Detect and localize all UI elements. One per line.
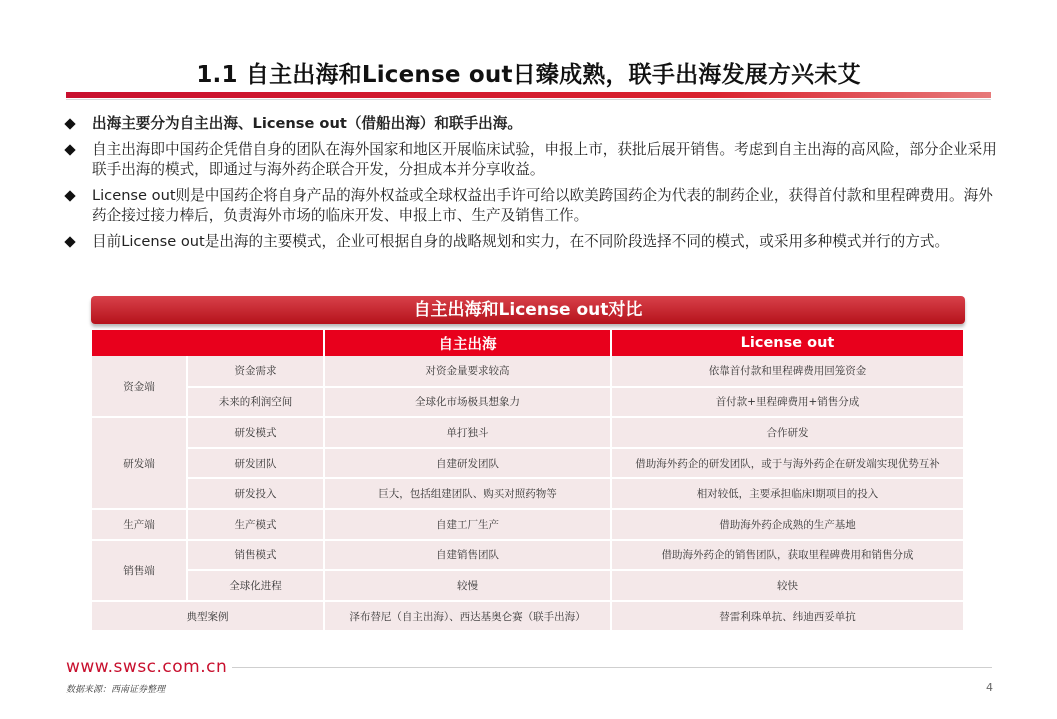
footer-divider <box>232 667 992 668</box>
row-self: 全球化市场极具想象力 <box>324 387 611 418</box>
row-item: 资金需求 <box>187 356 324 387</box>
bullet-list <box>64 114 999 258</box>
footer-url: www.swsc.com.cn <box>66 657 228 677</box>
row-item: 全球化进程 <box>187 570 324 601</box>
row-item: 研发投入 <box>187 478 324 509</box>
bullet-text: 出海主要分为自主出海、License out（借船出海）和联手出海。 <box>92 115 522 132</box>
table-row <box>92 601 964 632</box>
table-row <box>92 356 964 387</box>
group-production: 生产端 <box>92 509 187 540</box>
table-row <box>92 509 964 540</box>
row-self: 对资金量要求较高 <box>324 356 611 387</box>
row-license: 依靠首付款和里程碑费用回笼资金 <box>611 356 964 387</box>
row-self: 较慢 <box>324 570 611 601</box>
header-self-export: 自主出海 <box>324 330 611 356</box>
group-cases: 典型案例 <box>92 601 324 632</box>
table-row <box>92 387 964 418</box>
bullet-item <box>64 114 999 134</box>
page-title: 1.1 自主出海和License out日臻成熟，联手出海发展方兴未艾 <box>196 62 861 88</box>
row-item: 研发模式 <box>187 417 324 448</box>
bullet-text: 自主出海即中国药企凭借自身的团队在海外国家和地区开展临床试验，申报上市，获批后展开销售。考虑到自主出海的高风险，部分企业采用联手出海的模式，即通过与海外药企联合开发，分担成本并分享收益。 <box>92 141 997 178</box>
row-self: 自建研发团队 <box>324 448 611 479</box>
row-self: 自建工厂生产 <box>324 509 611 540</box>
bullet-item <box>64 140 999 180</box>
row-self: 巨大，包括组建团队、购买对照药物等 <box>324 478 611 509</box>
header-license-out: License out <box>611 330 964 356</box>
table-row <box>92 417 964 448</box>
table-row <box>92 478 964 509</box>
table-header-row <box>92 330 964 356</box>
row-license: 较快 <box>611 570 964 601</box>
title-underline <box>66 92 991 98</box>
page-number: 4 <box>986 681 993 694</box>
comparison-table <box>92 330 965 632</box>
row-license: 借助海外药企成熟的生产基地 <box>611 509 964 540</box>
row-self: 单打独斗 <box>324 417 611 448</box>
diamond-bullet-icon <box>64 118 75 129</box>
row-license: 借助海外药企的研发团队，或于与海外药企在研发端实现优势互补 <box>611 448 964 479</box>
diamond-bullet-icon <box>64 144 75 155</box>
bullet-text: License out则是中国药企将自身产品的海外权益或全球权益出手许可给以欧美跨国药企为代表的制药企业，获得首付款和里程碑费用。海外药企接过接力棒后，负责海外市场的临床开发、申报上市、生产及销售工作。 <box>92 187 993 224</box>
row-self: 自建销售团队 <box>324 540 611 571</box>
row-license: 相对较低，主要承担临床Ⅰ期项目的投入 <box>611 478 964 509</box>
row-license: 借助海外药企的销售团队，获取里程碑费用和销售分成 <box>611 540 964 571</box>
bullet-item <box>64 232 999 252</box>
row-item: 销售模式 <box>187 540 324 571</box>
header-blank <box>92 330 324 356</box>
row-item: 生产模式 <box>187 509 324 540</box>
bullet-item <box>64 186 999 226</box>
row-license: 首付款+里程碑费用+销售分成 <box>611 387 964 418</box>
row-item: 未来的利润空间 <box>187 387 324 418</box>
group-rd: 研发端 <box>92 417 187 509</box>
cases-self: 泽布替尼（自主出海）、西达基奥仑赛（联手出海） <box>324 601 611 632</box>
cases-license: 替雷利珠单抗、纬迪西妥单抗 <box>611 601 964 632</box>
table-row <box>92 570 964 601</box>
row-license: 合作研发 <box>611 417 964 448</box>
diamond-bullet-icon <box>64 236 75 247</box>
table-row <box>92 540 964 571</box>
diamond-bullet-icon <box>64 190 75 201</box>
data-source-note: 数据来源：西南证券整理 <box>66 685 166 695</box>
comparison-banner: 自主出海和License out对比 <box>91 296 965 324</box>
row-item: 研发团队 <box>187 448 324 479</box>
table-row <box>92 448 964 479</box>
group-capital: 资金端 <box>92 356 187 417</box>
bullet-text: 目前License out是出海的主要模式，企业可根据自身的战略规划和实力，在不同阶段选择不同的模式，或采用多种模式并行的方式。 <box>92 233 950 250</box>
group-sales: 销售端 <box>92 540 187 601</box>
